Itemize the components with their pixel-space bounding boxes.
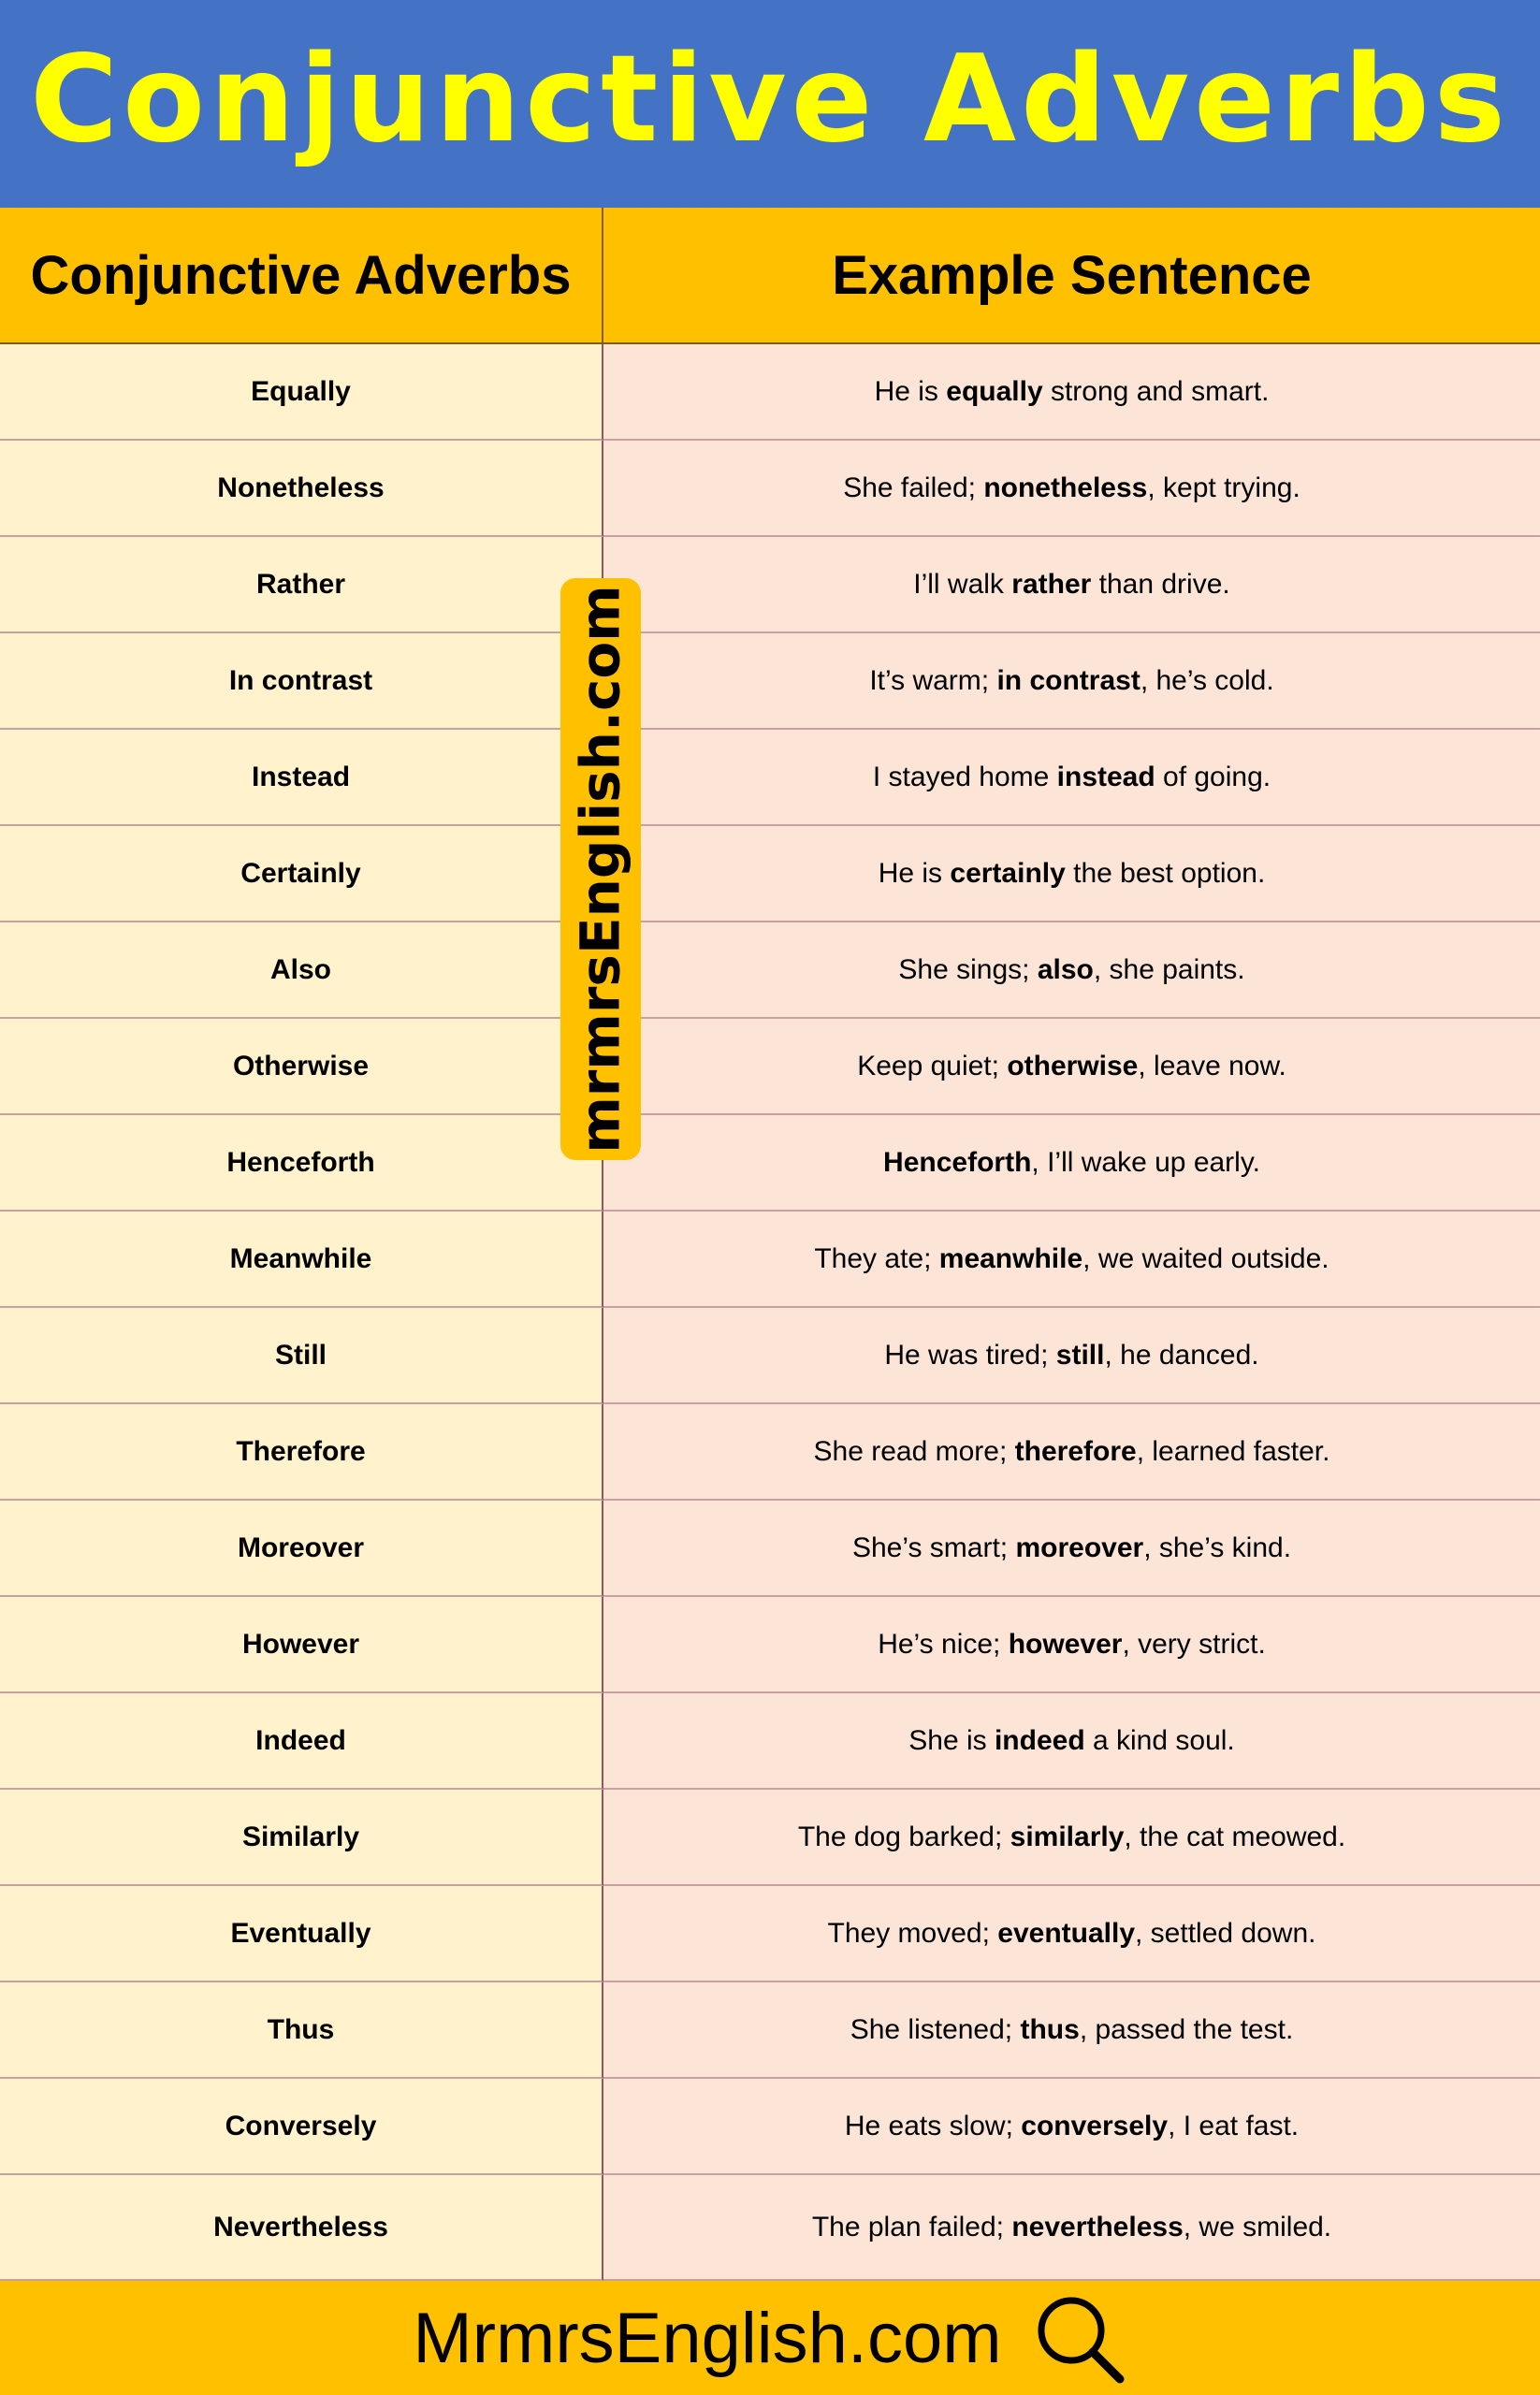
sentence-adverb-bold: therefore — [1014, 1435, 1137, 1467]
sentence-text-after: , we waited outside. — [1082, 1242, 1329, 1274]
sentence-text-before: I stayed home — [872, 761, 1057, 792]
page-title: Conjunctive Adverbs — [30, 30, 1510, 169]
sentence-text-after: , I’ll wake up early. — [1031, 1146, 1260, 1178]
sentence-text-after: strong and smart. — [1042, 375, 1270, 407]
sentence-adverb-bold: thus — [1020, 2013, 1080, 2045]
sentence-text-after: , she paints. — [1093, 953, 1245, 985]
example-sentence-cell — [603, 1019, 1540, 1115]
example-sentence-cell — [603, 441, 1540, 537]
example-sentence-cell — [603, 1790, 1540, 1886]
sentence-text-before: They moved; — [827, 1917, 998, 1949]
sentence-text-after: , we smiled. — [1183, 2211, 1332, 2243]
sentence-text-after: the best option. — [1065, 857, 1266, 889]
table-row — [0, 1693, 1540, 1790]
adverb-cell: Certainly — [0, 826, 603, 922]
sentence-text-after: , kept trying. — [1147, 472, 1300, 503]
adverb-cell: Instead — [0, 730, 603, 826]
adverb-cell: Otherwise — [0, 1019, 603, 1115]
footer-site: MrmrsEnglish.com — [413, 2298, 1002, 2378]
adverb-cell: Similarly — [0, 1790, 603, 1886]
sentence-text-after: a kind soul. — [1084, 1724, 1235, 1756]
sentence-text-after: , he danced. — [1104, 1339, 1259, 1371]
sentence-text-before: He’s nice; — [878, 1628, 1009, 1660]
adverb-cell: Thus — [0, 1982, 603, 2079]
table-row — [0, 1308, 1540, 1404]
sentence-text-before: She listened; — [850, 2013, 1021, 2045]
sentence-text-after: of going. — [1155, 761, 1271, 792]
sentence-text-before: They ate; — [814, 1242, 939, 1274]
sentence-text-before: Keep quiet; — [857, 1050, 1008, 1081]
sentence-text-before: She sings; — [898, 953, 1038, 985]
sentence-adverb-bold: eventually — [997, 1917, 1136, 1949]
sentence-adverb-bold: still — [1055, 1339, 1105, 1371]
sentence-text-after: , very strict. — [1122, 1628, 1266, 1660]
table-row — [0, 922, 1540, 1019]
example-sentence-cell — [603, 1212, 1540, 1308]
example-sentence-cell — [603, 1982, 1540, 2079]
sentence-text-after: , the cat meowed. — [1124, 1821, 1346, 1852]
sentence-adverb-bold: certainly — [950, 857, 1066, 889]
sentence-text-before: She is — [908, 1724, 995, 1756]
sentence-text-before: He eats slow; — [844, 2110, 1022, 2141]
sentence-adverb-bold: rather — [1011, 568, 1092, 600]
table-row — [0, 1790, 1540, 1886]
sentence-adverb-bold: nevertheless — [1011, 2211, 1184, 2243]
table-row — [0, 826, 1540, 922]
sentence-text-after: , she’s kind. — [1143, 1531, 1292, 1563]
sentence-adverb-bold: nonetheless — [983, 472, 1148, 503]
sentence-text-before: He was tired; — [884, 1339, 1056, 1371]
example-sentence-cell — [603, 1501, 1540, 1597]
sentence-text-after: , leave now. — [1138, 1050, 1286, 1081]
header-adverbs: Conjunctive Adverbs — [0, 208, 603, 342]
adverb-cell: However — [0, 1597, 603, 1693]
table-row — [0, 1597, 1540, 1693]
example-sentence-cell — [603, 2175, 1540, 2281]
sentence-text-before: The plan failed; — [811, 2211, 1012, 2243]
sentence-adverb-bold: conversely — [1021, 2110, 1169, 2141]
header-example-sentence: Example Sentence — [832, 244, 1312, 306]
sentence-adverb-bold: Henceforth — [883, 1146, 1032, 1178]
table-row — [0, 2175, 1540, 2281]
example-sentence-cell — [603, 826, 1540, 922]
adverb-cell: Therefore — [0, 1404, 603, 1501]
table-row — [0, 441, 1540, 537]
example-sentence-cell — [603, 1115, 1540, 1212]
adverb-cell: Indeed — [0, 1693, 603, 1790]
adverb-cell: Equally — [0, 344, 603, 441]
title-banner — [0, 0, 1540, 208]
adverb-cell: Moreover — [0, 1501, 603, 1597]
sentence-adverb-bold: instead — [1056, 761, 1155, 792]
watermark-badge — [560, 578, 641, 1160]
table-row — [0, 1212, 1540, 1308]
table-row — [0, 1019, 1540, 1115]
table-row — [0, 1982, 1540, 2079]
table-row — [0, 633, 1540, 730]
sentence-text-before: The dog barked; — [797, 1821, 1010, 1852]
adverb-cell: Rather — [0, 537, 603, 633]
sentence-text-after: than drive. — [1091, 568, 1230, 600]
example-sentence-cell — [603, 1693, 1540, 1790]
table-row — [0, 730, 1540, 826]
example-sentence-cell — [603, 344, 1540, 441]
adverb-cell: Also — [0, 922, 603, 1019]
table-row — [0, 1886, 1540, 1982]
table-row — [0, 344, 1540, 441]
example-sentence-cell — [603, 922, 1540, 1019]
sentence-text-before: She read more; — [813, 1435, 1015, 1467]
adverb-cell: Still — [0, 1308, 603, 1404]
adverb-cell: Henceforth — [0, 1115, 603, 1212]
example-sentence-cell — [603, 730, 1540, 826]
example-sentence-cell — [603, 1308, 1540, 1404]
adverb-cell: Eventually — [0, 1886, 603, 1982]
sentence-text-before: It’s warm; — [869, 664, 997, 696]
sentence-text-after: , learned faster. — [1136, 1435, 1330, 1467]
sentence-text-before: She failed; — [843, 472, 984, 503]
sentence-text-before: She’s smart; — [851, 1531, 1016, 1563]
example-sentence-cell — [603, 537, 1540, 633]
example-sentence-cell — [603, 1597, 1540, 1693]
adverb-cell: In contrast — [0, 633, 603, 730]
sentence-text-before: I’ll walk — [913, 568, 1012, 600]
sentence-adverb-bold: in contrast — [996, 664, 1140, 696]
sentence-adverb-bold: similarly — [1010, 1821, 1125, 1852]
example-sentence-cell — [603, 633, 1540, 730]
sentence-text-after: , passed the test. — [1079, 2013, 1294, 2045]
sentence-text-after: , I eat fast. — [1168, 2110, 1300, 2141]
sentence-adverb-bold: otherwise — [1007, 1050, 1139, 1081]
sentence-adverb-bold: also — [1037, 953, 1094, 985]
example-sentence-cell — [603, 1886, 1540, 1982]
search-icon — [1030, 2289, 1127, 2387]
sentence-adverb-bold: meanwhile — [938, 1242, 1083, 1274]
adverb-cell: Nonetheless — [0, 441, 603, 537]
sentence-adverb-bold: equally — [946, 375, 1043, 407]
table-row — [0, 1404, 1540, 1501]
sentence-text-before: He is — [878, 857, 951, 889]
table-row — [0, 2079, 1540, 2175]
watermark-text: mrmrsEnglish.com — [569, 585, 632, 1154]
table-row — [0, 537, 1540, 633]
table-row — [0, 1501, 1540, 1597]
example-sentence-cell — [603, 1404, 1540, 1501]
sentence-text-after: , settled down. — [1135, 1917, 1316, 1949]
adverb-cell: Nevertheless — [0, 2175, 603, 2281]
adverb-table — [0, 208, 1540, 2281]
adverb-cell: Meanwhile — [0, 1212, 603, 1308]
sentence-adverb-bold: moreover — [1015, 1531, 1144, 1563]
adverb-cell: Conversely — [0, 2079, 603, 2175]
table-header-row — [0, 208, 1540, 344]
table-row — [0, 1115, 1540, 1212]
sentence-adverb-bold: indeed — [994, 1724, 1085, 1756]
example-sentence-cell — [603, 2079, 1540, 2175]
sentence-text-after: , he’s cold. — [1140, 664, 1274, 696]
sentence-adverb-bold: however — [1008, 1628, 1123, 1660]
sentence-text-before: He is — [874, 375, 947, 407]
footer-bar — [0, 2281, 1540, 2395]
